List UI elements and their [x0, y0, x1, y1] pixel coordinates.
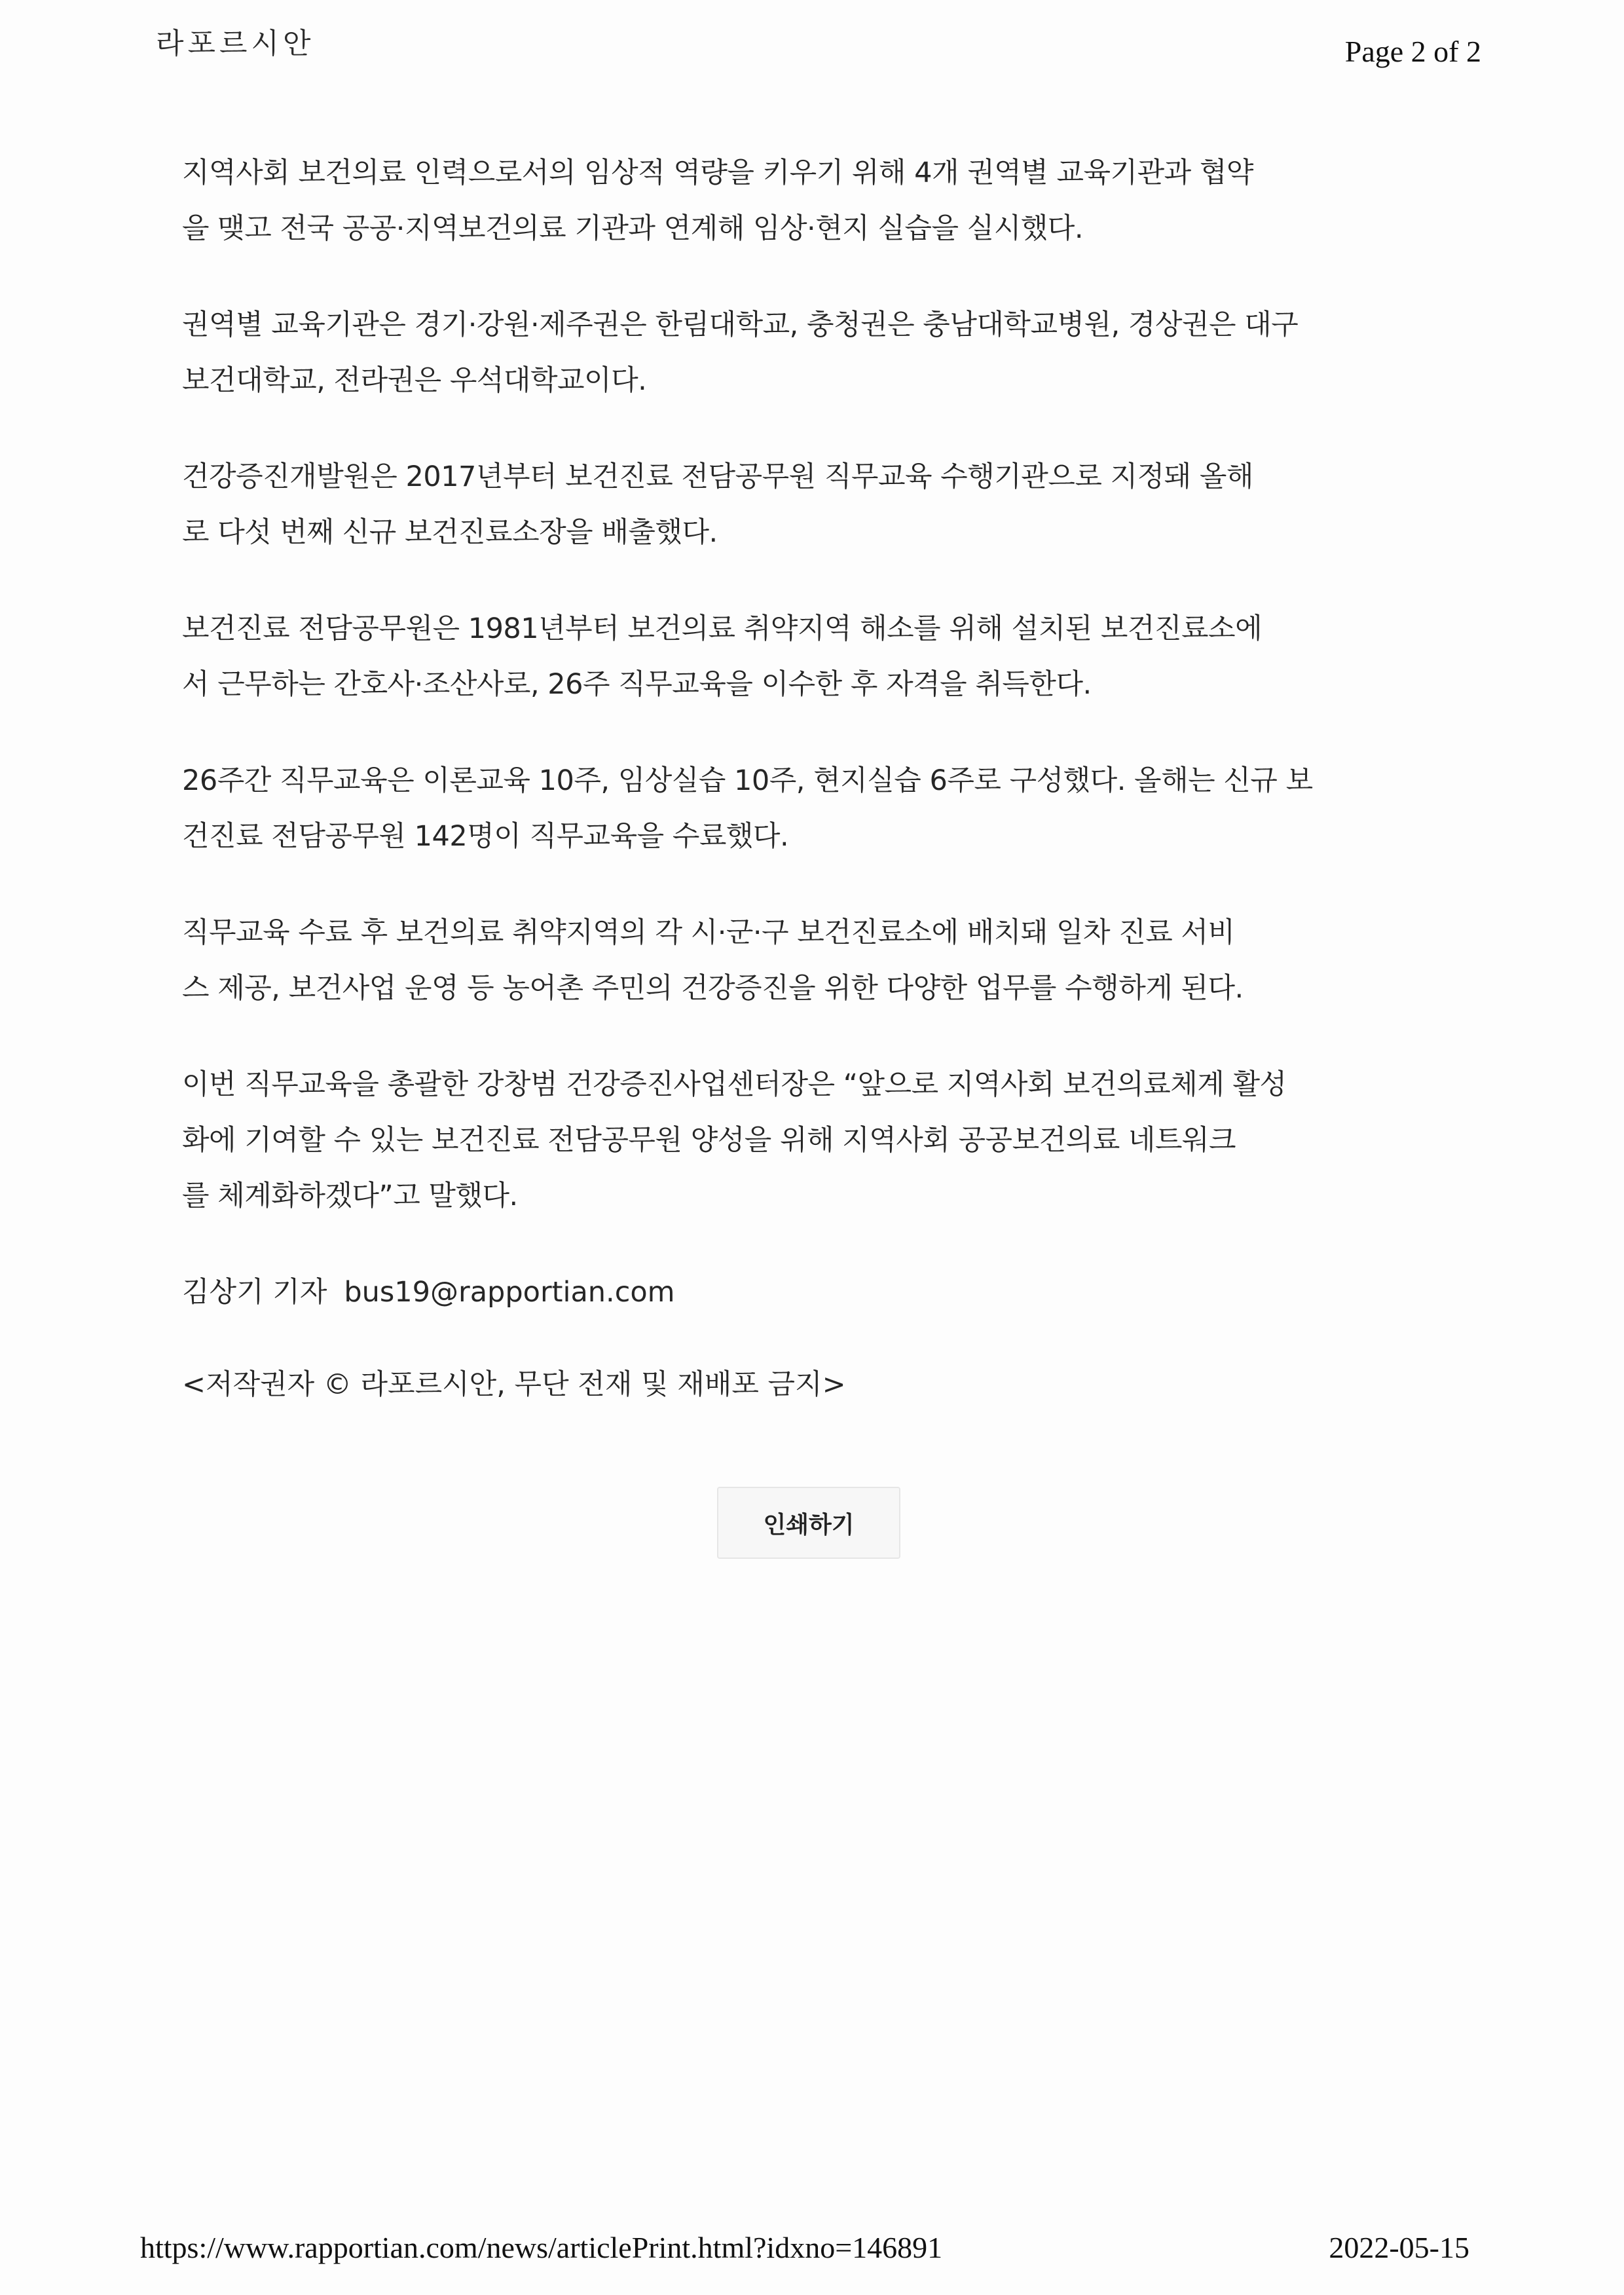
paragraph-line: 보건진료 전담공무원은 1981년부터 보건의료 취약지역 해소를 위해 설치된 보건진료소에	[182, 612, 1263, 645]
article-paragraph	[182, 449, 1485, 561]
paragraph-line: 건강증진개발원은 2017년부터 보건진료 전담공무원 직무교육 수행기관으로 지정돼 올해	[182, 460, 1253, 493]
paragraph-line: 직무교육 수료 후 보건의료 취약지역의 각 시·군·구 보건진료소에 배치돼 일차 진료 서비	[182, 916, 1235, 949]
paragraph-line: 스 제공, 보건사업 운영 등 농어촌 주민의 건강증진을 위한 다양한 업무를 수행하게 된다.	[182, 972, 1244, 1005]
paragraph-line: 26주간 직무교육은 이론교육 10주, 임상실습 10주, 현지실습 6주로 구성했다. 올해는 신규 보	[182, 764, 1313, 797]
paragraph-line: 화에 기여할 수 있는 보건진료 전담공무원 양성을 위해 지역사회 공공보건의료 네트워크	[182, 1124, 1236, 1157]
footer-url: https://www.rapportian.com/news/articlePrint.html?idxno=146891	[140, 2231, 943, 2264]
site-name: 라포르시안	[156, 27, 315, 60]
article-body	[182, 145, 1485, 1413]
article-paragraph	[182, 905, 1485, 1017]
paragraph-line: 건진료 전담공무원 142명이 직무교육을 수료했다.	[182, 820, 789, 853]
article-paragraph	[182, 601, 1485, 713]
paragraph-line: 로 다섯 번째 신규 보건진료소장을 배출했다.	[182, 516, 718, 549]
reporter-name: 김상기 기자	[182, 1276, 327, 1309]
paragraph-line: 권역별 교육기관은 경기·강원·제주권은 한림대학교, 충청권은 충남대학교병원, 경상권은 대구	[182, 308, 1299, 341]
footer-date: 2022-05-15	[1329, 2231, 1469, 2264]
print-button[interactable]: 인쇄하기	[717, 1487, 900, 1559]
paragraph-line: 보건대학교, 전라권은 우석대학교이다.	[182, 364, 647, 397]
paragraph-line: 지역사회 보건의료 인력으로서의 임상적 역량을 키우기 위해 4개 권역별 교육기관과 협약	[182, 157, 1253, 189]
article-paragraph	[182, 145, 1485, 257]
paragraph-line: 을 맺고 전국 공공·지역보건의료 기관과 연계해 임상·현지 실습을 실시했다.	[182, 212, 1083, 245]
page-indicator: Page 2 of 2	[1344, 35, 1481, 68]
reporter-email: bus19@rapportian.com	[344, 1276, 675, 1309]
byline	[182, 1265, 1485, 1320]
copyright-notice: <저작권자 © 라포르시안, 무단 전재 및 재배포 금지>	[182, 1368, 846, 1401]
paragraph-line: 를 체계화하겠다”고 말했다.	[182, 1180, 518, 1212]
paragraph-line: 서 근무하는 간호사·조산사로, 26주 직무교육을 이수한 후 자격을 취득한다.	[182, 668, 1092, 701]
article-paragraph	[182, 753, 1485, 865]
article-paragraph	[182, 297, 1485, 409]
paragraph-line: 이번 직무교육을 총괄한 강창범 건강증진사업센터장은 “앞으로 지역사회 보건의료체계 활성	[182, 1068, 1287, 1101]
article-paragraph	[182, 1057, 1485, 1224]
